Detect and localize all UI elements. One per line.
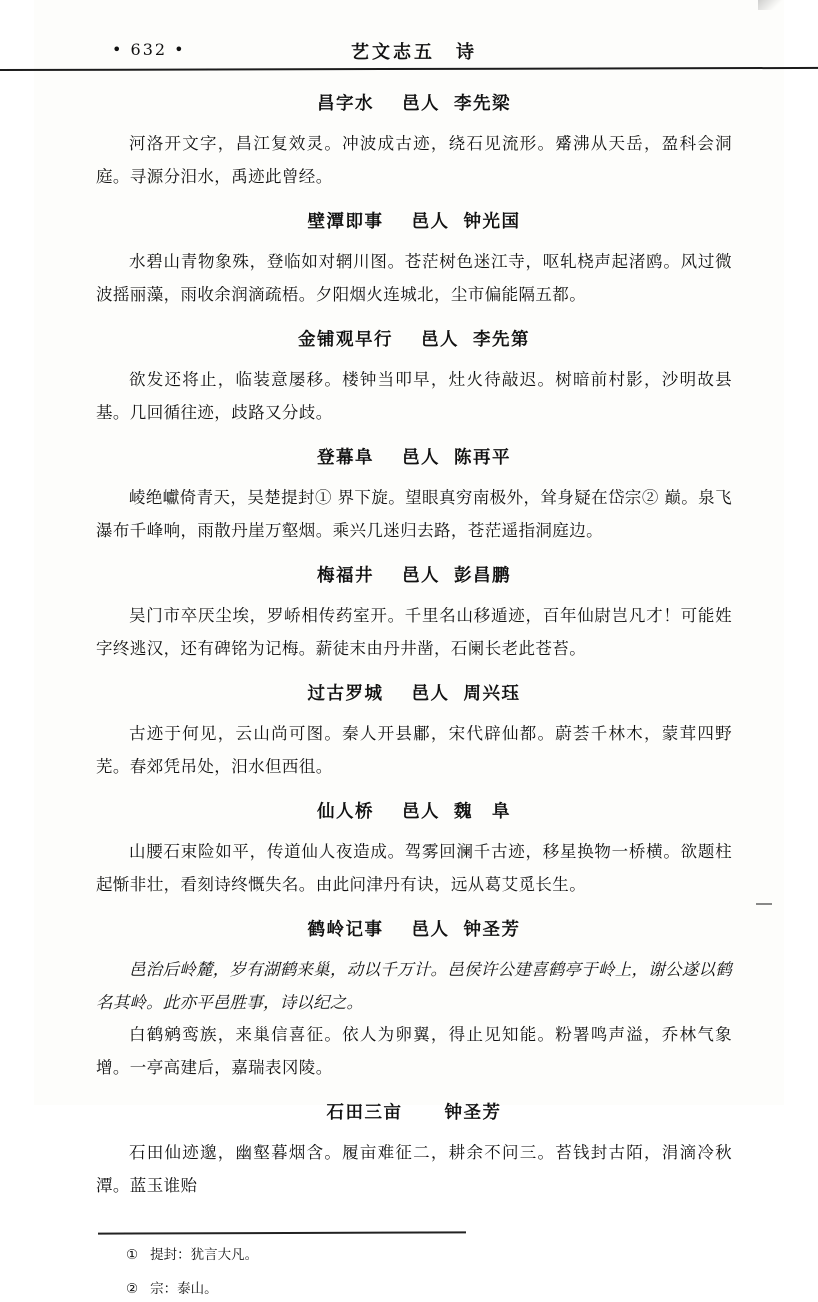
footnote-item: [96, 1276, 732, 1302]
poem-title: 金铺观早行: [298, 330, 393, 350]
footnote-marker: ②: [126, 1280, 139, 1297]
poem-title: 登幕阜: [317, 448, 374, 468]
poem-author: 魏 阜: [454, 802, 511, 822]
poem-title: 鹤岭记事: [307, 920, 384, 940]
poem-title: 梅福井: [317, 566, 374, 586]
poem-section: [96, 90, 732, 193]
poem-attribution: 邑人: [402, 566, 440, 586]
poem-text: 山腰石束险如平，传道仙人夜造成。驾雾回澜千古迹，移星换物一桥横。欲题柱起惭非壮，看刻诗终慨失名。由此问津丹有诀，远从葛艾觅长生。: [96, 842, 732, 894]
poem-title: 壁潭即事: [307, 212, 384, 232]
poem-attribution: 邑人: [411, 684, 450, 704]
poem-attribution: 邑人: [411, 212, 450, 232]
poem-title: 昌字水: [317, 94, 374, 114]
poem-attribution: 邑人: [421, 330, 459, 350]
footnote-separator-rule: [98, 1231, 466, 1234]
poem-author: 钟圣芳: [444, 1103, 502, 1123]
poem-author: 钟圣芳: [463, 920, 521, 940]
poem-section: [96, 680, 732, 783]
poem-section: [96, 916, 732, 1084]
poem-attribution: 邑人: [402, 94, 440, 114]
poem-author: 陈再平: [454, 448, 511, 468]
poem-title-row: [96, 208, 732, 233]
poem-author: 周兴珏: [463, 684, 521, 704]
poem-text: 水碧山青物象殊，登临如对辋川图。苍茫树色迷江寺，呕轧桡声起渚鸥。风过微波摇丽藻，雨收余润滴疏梧。夕阳烟火连城北，尘市偏能隔五都。: [96, 252, 732, 304]
poem-preface: 邑治后岭麓，岁有湖鹤来巢，动以千万计。邑侯许公建喜鹤亭于岭上，谢公遂以鹤名其岭。此亦平邑胜事，诗以纪之。: [96, 960, 732, 1012]
poem-title-row: [96, 90, 732, 115]
poem-title: 过古罗城: [307, 684, 384, 704]
poem-title: 石田三亩: [326, 1103, 403, 1123]
scanned-book-page: [34, 0, 784, 1297]
footnote-item: [96, 1242, 732, 1268]
poem-section: [96, 444, 732, 547]
poem-title-row: [96, 326, 732, 351]
poem-attribution: 邑人: [402, 448, 440, 468]
poem-text: 古迹于何见，云山尚可图。秦人开县鄘，宋代辟仙都。蔚荟千林木，蒙茸四野芜。春郊凭吊处，汨水但西徂。: [96, 724, 732, 776]
poem-text: 石田仙迹邈，幽壑暮烟含。履亩难征二，耕余不问三。苔钱封古陌，涓滴冷秋潭。蓝玉谁贻: [96, 1143, 732, 1195]
footnotes-block: [96, 1232, 732, 1302]
scan-artifact-corner: [758, 0, 784, 10]
poem-title: 仙人桥: [317, 802, 374, 822]
poem-section: [96, 1099, 732, 1202]
poem-author: 李先第: [473, 330, 530, 350]
footnote-text: 宗：泰山。: [150, 1280, 218, 1297]
header-rule: [0, 67, 818, 71]
poem-title-row: [96, 798, 732, 823]
poem-section: [96, 798, 732, 901]
poem-author: 彭昌鹏: [454, 566, 511, 586]
poem-section: [96, 326, 732, 429]
poem-section: [96, 208, 732, 311]
poem-author: 李先梁: [454, 94, 511, 114]
running-head: [96, 38, 732, 64]
poem-text: 吴门市卒厌尘埃，罗峤相传药室开。千里名山移遁迹，百年仙尉岂凡才！可能姓字终逃汉，还有碑铭为记梅。薪徒末由丹井凿，石阑长老此苍苔。: [96, 606, 732, 658]
running-head-title: 艺文志五 诗: [351, 42, 477, 63]
poem-text: 白鹤鹓鸾族，来巢信喜征。依人为卵翼，得止见知能。粉署鸣声溢，乔林气象增。一亭高建后，嘉瑞表冈陵。: [96, 1025, 732, 1077]
footnote-text: 提封：犹言大凡。: [150, 1246, 259, 1263]
poem-title-row: [96, 916, 732, 941]
poem-title-row: [96, 562, 732, 587]
poem-text: 崚绝巘倚青天，吴楚提封① 界下旋。望眼真穷南极外，耸身疑在岱宗② 巅。泉飞瀑布千峰响，雨散丹崖万壑烟。乘兴几迷归去路，苍茫遥指洞庭边。: [96, 488, 732, 540]
page-number: • 632 •: [112, 40, 186, 59]
poem-title-row: [96, 1099, 732, 1124]
page-content: [96, 90, 732, 1302]
poem-text: 河洛开文字，昌江复效灵。冲波成古迹，绕石见流形。觱沸从天岳，盈科会洞庭。寻源分汨水，禹迹此曾经。: [96, 134, 732, 186]
poem-author: 钟光国: [463, 212, 521, 232]
poem-attribution: 邑人: [402, 802, 440, 822]
poem-attribution: 邑人: [411, 920, 450, 940]
scan-artifact-dash: [756, 903, 772, 905]
footnote-marker: ①: [126, 1246, 139, 1263]
poem-title-row: [96, 680, 732, 705]
poem-title-row: [96, 444, 732, 469]
poem-text: 欲发还将止，临装意屡移。楼钟当叩早，灶火待敲迟。树暗前村影，沙明故县基。几回循往迹，歧路又分歧。: [96, 370, 732, 422]
poem-section: [96, 562, 732, 665]
